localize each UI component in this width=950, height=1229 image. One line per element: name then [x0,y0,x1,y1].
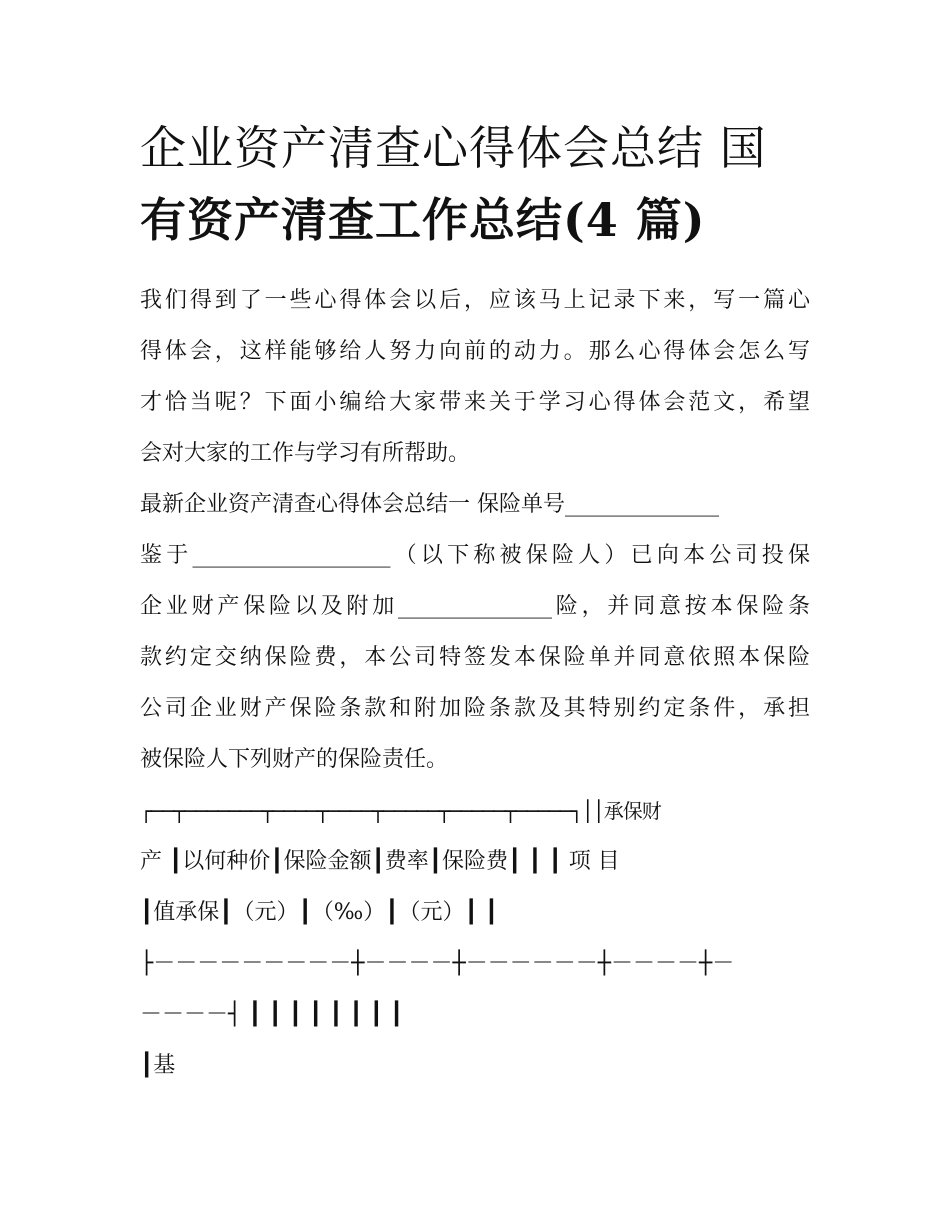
intro-line-2: 得体会，这样能够给人努力向前的动力。那么心得体会怎么写 [140,339,810,364]
document-title [140,112,820,256]
body-line-5: 公司企业财产保险条款和附加险条款及其特别约定条件，承担 [140,696,810,721]
body-line-1: 最新企业资产清查心得体会总结一 保险单号______________ [140,492,719,517]
body-line-6: 被保险人下列财产的保险责任。 [140,747,449,772]
title-line-1: 企业资产清查心得体会总结 国 [140,121,767,175]
body-line-3: 企业财产保险以及附加______________险，并同意按本保险条 [140,594,810,619]
intro-line-3: 才恰当呢？下面小编给大家带来关于学习心得体会范文，希望 [140,390,810,415]
table-line-3: ┃值承保┃（元）┃（‰）┃（元）┃ ┃ [140,900,498,925]
body-line-2: 鉴于__________________（以下称被保险人）已向本公司投保 [140,543,810,568]
table-line-1: ┌──┬───────┬────┬────┬─────┬─────┬─────┐││承保财 [140,799,661,823]
intro-line-4: 会对大家的工作与学习有所帮助。 [140,441,471,466]
table-line-4: ├－－－－－－－－－┼－－－－┼－－－－－－┼－－－－┼－ [140,951,735,976]
body-line-4: 款约定交纳保险费，本公司特签发本保险单并同意依照本保险 [140,645,810,670]
table-line-6: ┃基 [140,1053,176,1078]
table-line-2: 产 ┃以何种价┃保险金额┃费率┃保险费┃ ┃ ┃ 项 目 [140,849,620,874]
intro-line-1: 我们得到了一些心得体会以后，应该马上记录下来，写一篇心 [140,288,810,313]
title-line-2: 有资产清查工作总结(4 篇) [140,193,706,247]
table-line-5: －－－－┤ ┃ ┃ ┃ ┃ ┃ ┃ ┃ ┃ [140,1002,404,1027]
